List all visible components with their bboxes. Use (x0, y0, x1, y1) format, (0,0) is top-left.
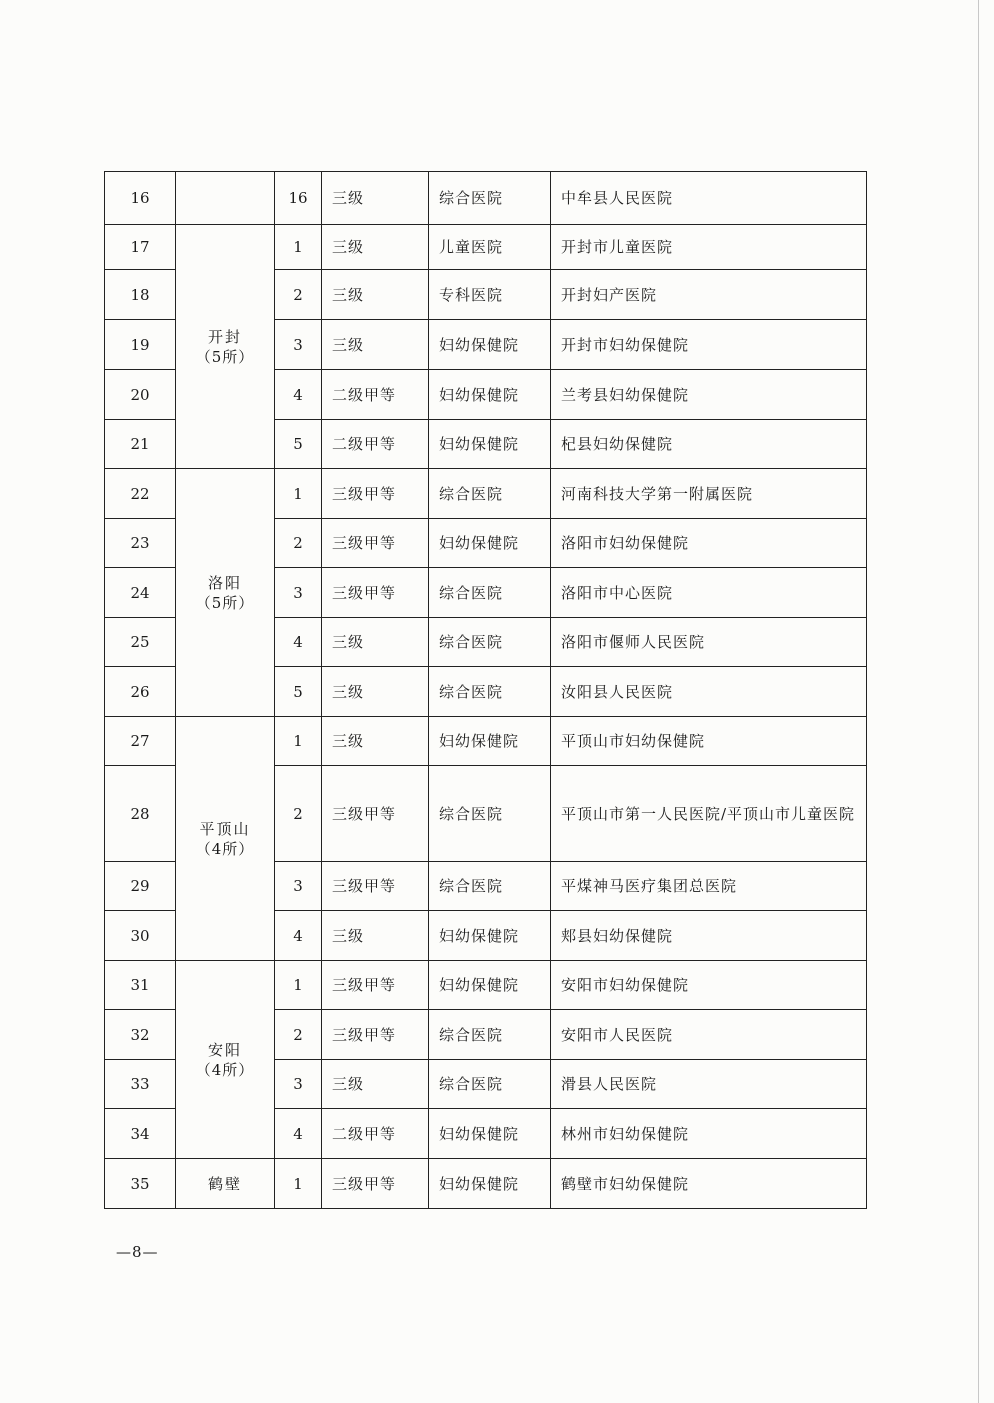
num-cell: 1 (275, 961, 322, 1010)
seq-cell: 22 (105, 469, 176, 519)
type-cell: 综合医院 (429, 1060, 551, 1109)
city-name: 安阳 (207, 1040, 242, 1059)
hospital-name-cell: 洛阳市偃师人民医院 (551, 618, 867, 667)
hospital-name-cell: 杞县妇幼保健院 (551, 420, 867, 469)
city-count: （5所） (195, 347, 255, 366)
page-number: —8— (116, 1243, 159, 1261)
seq-cell: 19 (105, 320, 176, 370)
hospital-name-cell: 安阳市妇幼保健院 (551, 961, 867, 1010)
city-cell-anyang (176, 961, 275, 1159)
table-row (105, 1159, 867, 1209)
type-cell: 综合医院 (429, 469, 551, 519)
type-cell: 妇幼保健院 (429, 911, 551, 961)
seq-cell: 34 (105, 1109, 176, 1159)
city-cell-kaifeng (176, 225, 275, 469)
type-cell: 妇幼保健院 (429, 519, 551, 568)
num-cell: 3 (275, 568, 322, 618)
type-cell: 妇幼保健院 (429, 370, 551, 420)
seq-cell: 29 (105, 862, 176, 911)
level-cell: 三级 (322, 225, 429, 270)
seq-cell: 17 (105, 225, 176, 270)
num-cell: 3 (275, 862, 322, 911)
hospital-name-cell: 中牟县人民医院 (551, 172, 867, 225)
type-cell: 妇幼保健院 (429, 961, 551, 1010)
num-cell: 4 (275, 1109, 322, 1159)
page-edge-line (978, 0, 979, 1403)
hospital-name-cell: 开封市妇幼保健院 (551, 320, 867, 370)
hospital-name-cell: 开封妇产医院 (551, 270, 867, 320)
num-cell: 4 (275, 370, 322, 420)
seq-cell: 24 (105, 568, 176, 618)
level-cell: 三级 (322, 172, 429, 225)
level-cell: 二级甲等 (322, 1109, 429, 1159)
level-cell: 三级 (322, 667, 429, 717)
num-cell: 16 (275, 172, 322, 225)
level-cell: 三级甲等 (322, 568, 429, 618)
level-cell: 三级 (322, 1060, 429, 1109)
hospital-name-cell: 洛阳市妇幼保健院 (551, 519, 867, 568)
num-cell: 1 (275, 1159, 322, 1209)
type-cell: 妇幼保健院 (429, 320, 551, 370)
city-cell-luoyang (176, 469, 275, 717)
city-cell-empty (176, 172, 275, 225)
num-cell: 4 (275, 618, 322, 667)
city-name: 鹤壁 (207, 1174, 242, 1193)
hospital-name-cell: 滑县人民医院 (551, 1060, 867, 1109)
level-cell: 三级 (322, 717, 429, 766)
level-cell: 三级甲等 (322, 961, 429, 1010)
type-cell: 妇幼保健院 (429, 1109, 551, 1159)
hospital-name-cell: 平顶山市第一人民医院/平顶山市儿童医院 (551, 766, 867, 862)
seq-cell: 32 (105, 1010, 176, 1060)
hospital-name-cell: 平煤神马医疗集团总医院 (551, 862, 867, 911)
num-cell: 3 (275, 1060, 322, 1109)
num-cell: 5 (275, 420, 322, 469)
seq-cell: 16 (105, 172, 176, 225)
num-cell: 4 (275, 911, 322, 961)
num-cell: 2 (275, 1010, 322, 1060)
hospital-name-cell: 河南科技大学第一附属医院 (551, 469, 867, 519)
seq-cell: 20 (105, 370, 176, 420)
table-row (105, 469, 867, 519)
level-cell: 三级甲等 (322, 1159, 429, 1209)
level-cell: 三级甲等 (322, 1010, 429, 1060)
hospital-name-cell: 兰考县妇幼保健院 (551, 370, 867, 420)
type-cell: 妇幼保健院 (429, 717, 551, 766)
table-row (105, 172, 867, 225)
num-cell: 1 (275, 225, 322, 270)
level-cell: 二级甲等 (322, 420, 429, 469)
city-name: 开封 (207, 327, 242, 346)
type-cell: 综合医院 (429, 172, 551, 225)
level-cell: 三级甲等 (322, 766, 429, 862)
hospital-name-cell: 开封市儿童医院 (551, 225, 867, 270)
seq-cell: 35 (105, 1159, 176, 1209)
num-cell: 1 (275, 717, 322, 766)
level-cell: 三级甲等 (322, 862, 429, 911)
num-cell: 2 (275, 270, 322, 320)
seq-cell: 30 (105, 911, 176, 961)
seq-cell: 18 (105, 270, 176, 320)
hospital-name-cell: 平顶山市妇幼保健院 (551, 717, 867, 766)
level-cell: 三级甲等 (322, 519, 429, 568)
type-cell: 儿童医院 (429, 225, 551, 270)
level-cell: 三级 (322, 911, 429, 961)
seq-cell: 26 (105, 667, 176, 717)
city-count: （5所） (195, 593, 255, 612)
type-cell: 妇幼保健院 (429, 420, 551, 469)
hospital-name-cell: 安阳市人民医院 (551, 1010, 867, 1060)
type-cell: 妇幼保健院 (429, 1159, 551, 1209)
level-cell: 三级 (322, 270, 429, 320)
hospital-name-cell: 郏县妇幼保健院 (551, 911, 867, 961)
table-row (105, 961, 867, 1010)
seq-cell: 28 (105, 766, 176, 862)
seq-cell: 21 (105, 420, 176, 469)
seq-cell: 23 (105, 519, 176, 568)
table-row (105, 225, 867, 270)
hospital-table (104, 171, 867, 1209)
seq-cell: 33 (105, 1060, 176, 1109)
type-cell: 综合医院 (429, 667, 551, 717)
seq-cell: 27 (105, 717, 176, 766)
type-cell: 综合医院 (429, 766, 551, 862)
type-cell: 综合医院 (429, 1010, 551, 1060)
level-cell: 三级 (322, 320, 429, 370)
city-cell-hebi (176, 1159, 275, 1209)
hospital-name-cell: 鹤壁市妇幼保健院 (551, 1159, 867, 1209)
type-cell: 综合医院 (429, 618, 551, 667)
num-cell: 1 (275, 469, 322, 519)
num-cell: 2 (275, 766, 322, 862)
seq-cell: 25 (105, 618, 176, 667)
table-row (105, 717, 867, 766)
hospital-name-cell: 洛阳市中心医院 (551, 568, 867, 618)
num-cell: 5 (275, 667, 322, 717)
level-cell: 三级甲等 (322, 469, 429, 519)
city-name: 洛阳 (207, 573, 242, 592)
type-cell: 专科医院 (429, 270, 551, 320)
city-cell-pingdingshan (176, 717, 275, 961)
hospital-name-cell: 林州市妇幼保健院 (551, 1109, 867, 1159)
num-cell: 3 (275, 320, 322, 370)
city-count: （4所） (195, 1060, 255, 1079)
type-cell: 综合医院 (429, 862, 551, 911)
type-cell: 综合医院 (429, 568, 551, 618)
seq-cell: 31 (105, 961, 176, 1010)
city-name: 平顶山 (199, 819, 251, 838)
num-cell: 2 (275, 519, 322, 568)
hospital-name-cell: 汝阳县人民医院 (551, 667, 867, 717)
city-count: （4所） (195, 839, 255, 858)
level-cell: 三级 (322, 618, 429, 667)
level-cell: 二级甲等 (322, 370, 429, 420)
